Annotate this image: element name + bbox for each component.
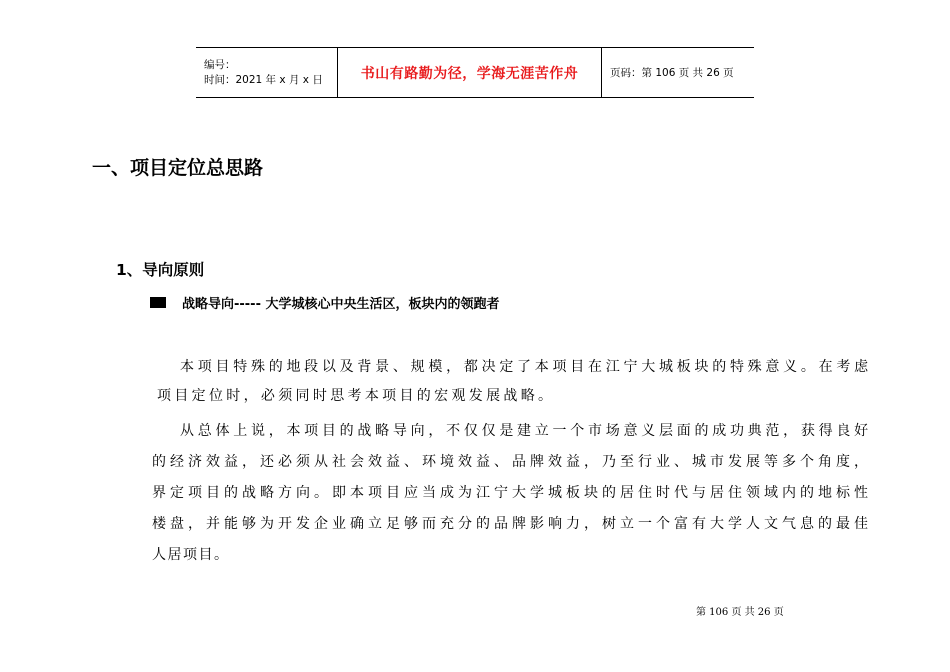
header-motto-cell [338,48,602,97]
page-header [196,47,754,98]
paragraph-line: 界定项目的战略方向。即本项目应当成为江宁大学城板块的居住时代与居住领域内的地标性 [152,485,872,501]
paragraph-line: 的经济效益，还必须从社会效益、环境效益、品牌效益，乃至行业、城市发展等多个角度， [152,454,872,470]
paragraph-line: 项目定位时，必须同时思考本项目的宏观发展战略。 [157,388,556,404]
paragraph-line: 本项目特殊的地段以及背景、规模，都决定了本项目在江宁大城板块的特殊意义。在考虑 [180,359,872,375]
square-bullet-icon [150,297,166,308]
motto-text: 书山有路勤为径，学海无涯苦作舟 [360,65,579,82]
section-title: 一、项目定位总思路 [92,157,264,179]
paragraph-line: 楼盘，并能够为开发企业确立足够而充分的品牌影响力，树立一个富有大学人文气息的最佳 [152,516,872,532]
date-label: 时间：2021 年 x 月 x 日 [204,73,323,86]
page-label: 页码：第 106 页 共 26 页 [610,67,734,79]
header-meta [196,48,338,97]
paragraph-line: 人居项目。 [152,547,230,563]
header-page-cell [602,48,754,97]
paragraph-line: 从总体上说，本项目的战略导向，不仅仅是建立一个市场意义层面的成功典范，获得良好 [180,423,872,439]
footer-page-number: 第 106 页 共 26 页 [696,607,784,618]
section-subtitle: 1、导向原则 [116,261,205,279]
number-label: 编号： [204,58,236,71]
strategy-point-text: 战略导向----- 大学城核心中央生活区，板块内的领跑者 [182,297,500,312]
strategy-point [150,293,500,312]
